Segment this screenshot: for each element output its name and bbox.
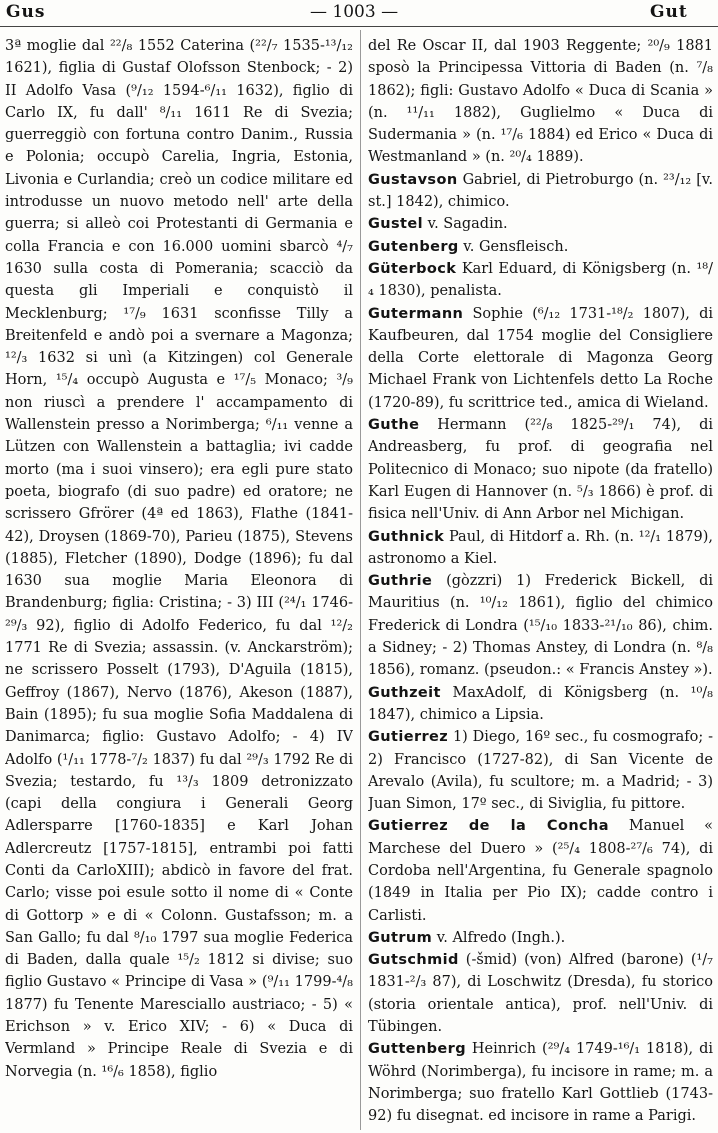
entry-text: v. Alfredo (Ingh.). bbox=[432, 929, 566, 946]
entry-guterbock bbox=[368, 258, 713, 303]
entry-text: Paul, di Hitdorf a. Rh. (n. ¹²/₁ 1879), astronomo a Kiel. bbox=[368, 528, 713, 567]
headword: Güterbock bbox=[368, 260, 457, 277]
entry-text: (gòzzri) 1) Frederick Bickell, di Mauritius (n. ¹⁰/₁₂ 1861), figlio del chimico Frederick di Londra (¹⁵/₁₀ 1833-²¹/₁₀ 86), chim. a Sidney; - 2) Thomas Anstey, di Londra (n. ⁸/₈ 1856), romanz. (pseudon.: « Francis Anstey »). bbox=[368, 573, 713, 679]
entry-continuation-gustavo-v: del Re Oscar II, dal 1903 Reggente; ²⁰/₉ 1881 sposò la Principessa Vittoria di Baden (n. ⁷/₈ 1862); figli: Gustavo Adolfo « Duca di Scania » (n. ¹¹/₁₁ 1882), Guglielmo « Duca di Sudermania » (n. ¹⁷/₆ 1884) ed Erico « Duca di Westmanland » (n. ²⁰/₄ 1889). bbox=[368, 38, 713, 166]
entry-text: 1) Diego, 16º sec., fu cosmografo; - 2) Francisco (1727-82), di San Vicente de Arevalo (Avila), fu scultore; m. a Madrid; - 3) Juan Simon, 17º sec., di Siviglia, fu pittore. bbox=[368, 729, 713, 813]
entry-guttenberg bbox=[368, 1038, 713, 1127]
entry-gutschmid bbox=[368, 949, 713, 1038]
headword: Gustavson bbox=[368, 171, 458, 188]
entry-text: v. Gensfleisch. bbox=[458, 238, 569, 255]
header-left-guide-word: Gus bbox=[6, 2, 46, 22]
headword: Guttenberg bbox=[368, 1041, 466, 1058]
entry-text: Hermann (²²/₈ 1825-²⁹/₁ 74), di Andreasberg, fu prof. di geografia nel Politecnico di Monaco; suo nipote (da fratello) Karl Eugen di Hannover (n. ⁵/₃ 1866) è prof. di fisica nell'Univ. di Ann Arbor nel Michigan. bbox=[368, 417, 713, 523]
page-header bbox=[0, 0, 718, 27]
entry-text: v. Sagadin. bbox=[423, 216, 508, 233]
entry-text: MaxAdolf, di Königsberg (n. ¹⁰/₈ 1847), chimico a Lipsia. bbox=[368, 684, 713, 723]
headword: Gutierrez bbox=[368, 729, 449, 746]
entry-gustavson bbox=[368, 169, 713, 214]
entry-text: Karl Eduard, di Königsberg (n. ¹⁸/₄ 1830), penalista. bbox=[368, 260, 713, 300]
entry-guthrie bbox=[368, 570, 713, 681]
entry-text: Manuel « Marchese del Duero » (²⁵/₄ 1808-²⁷/₆ 74), di Cordoba nell'Argentina, fu Generale spagnolo (1849 in Italia per Pio IX); cadde contro i Carlisti. bbox=[368, 818, 713, 924]
entry-text: (-šmid) (von) Alfred (barone) (¹/₇ 1831-²/₃ 87), di Loschwitz (Dresda), fu storico (storia orientale antica), prof. nell'Univ. di Tübingen. bbox=[368, 952, 713, 1036]
entry-text: Sophie (⁶/₁₂ 1731-¹⁸/₂ 1807), di Kaufbeuren, dal 1754 moglie del Consigliere della Corte elettorale di Magonza Georg Michael Frank von Lichtenfels detto La Roche (1720-89), fu scrittrice ted., amica di Wieland. bbox=[368, 305, 713, 411]
entry-gutenberg bbox=[368, 236, 713, 258]
headword: Gutierrez de la Concha bbox=[368, 818, 609, 835]
entry-gutermann bbox=[368, 303, 713, 414]
entry-gutierrez bbox=[368, 726, 713, 815]
headword: Guthe bbox=[368, 417, 420, 434]
headword: Gutermann bbox=[368, 305, 464, 322]
headword: Guthrie bbox=[368, 573, 433, 590]
headword: Gutschmid bbox=[368, 952, 459, 969]
entry-guthe bbox=[368, 414, 713, 525]
headword: Gustel bbox=[368, 216, 423, 233]
headword: Gutrum bbox=[368, 929, 433, 946]
headword: Guthzeit bbox=[368, 684, 441, 701]
column-divider bbox=[360, 30, 361, 1130]
entry-gustel bbox=[368, 213, 713, 235]
entry-text: Heinrich (²⁹/₄ 1749-¹⁶/₁ 1818), di Wöhrd (Norimberga), fu incisore in rame; m. a Norimberga; suo fratello Karl Gottlieb (1743-92) fu disegnat. ed incisore in rame a Parigi. bbox=[368, 1041, 713, 1125]
entry-gutrum bbox=[368, 927, 713, 949]
header-right-guide-word: Gut bbox=[650, 2, 688, 22]
entry-guthnick bbox=[368, 526, 713, 571]
left-column bbox=[5, 35, 353, 1130]
headword: Gutenberg bbox=[368, 238, 459, 255]
headword: Guthnick bbox=[368, 528, 445, 545]
entry-guthzeit bbox=[368, 682, 713, 727]
right-column bbox=[368, 35, 713, 1130]
entry-gutierrez-de-la-concha bbox=[368, 815, 713, 926]
entry-text: Gabriel, di Pietroburgo (n. ²³/₁₂ [v. st.] 1842), chimico. bbox=[368, 171, 713, 211]
page-number: — 1003 — bbox=[310, 2, 399, 22]
entry-continuation-gustavo: 3ª moglie dal ²²/₈ 1552 Caterina (²²/₇ 1535-¹³/₁₂ 1621), figlia di Gustaf Olofsson Stenbock; - 2) II Adolfo Vasa (⁹/₁₂ 1594-⁶/₁₁ 1632), figlio di Carlo IX, fu dall' ⁸/₁₁ 1611 Re di Svezia; guerreggiò con fortuna contro Danim., Russia e Polonia; occupò Carelia, Ingria, Estonia, Livonia e Curlandia; creò un codice militare ed introdusse un nuovo metodo nell' arte della guerra; si alleò coi Protestanti di Germania e colla Francia e con 16.000 uomini sbarcò ⁴/₇ 1630 sulla costa di Pomerania; scacciò da questa gli Imperiali e conquistò il Mecklenburg; ¹⁷/₉ 1631 sconfisse Tilly a Breitenfeld e andò poi a svernare a Magonza; ¹²/₃ 1632 si unì (a Kitzingen) col Generale Horn, ¹⁵/₄ occupò Augusta e ¹⁷/₅ Monaco; ³/₉ non riuscì a prendere l' accampamento di Wallenstein presso a Norimberga; ⁶/₁₁ venne a Lützen con Wallenstein a battaglia; ivi cadde morto (ma i suoi vinsero); era egli pure stato poeta, biografo (di suo padre) ed oratore; ne scrissero Gfrörer (4ª ed 1863), Flathe (1841-42), Droysen (1869-70), Parieu (1875), Stevens (1885), Fletcher (1890), Dodge (1896); fu dal 1630 sua moglie Maria Eleonora di Brandenburg; figlia: Cristina; - 3) III (²⁴/₁ 1746-²⁹/₃ 92), figlio di Adolfo Federico, fu dal ¹²/₂ 1771 Re di Svezia; assassin. (v. Anckarström); ne scrissero Posselt (1793), D'Aguila (1815), Geffroy (1867), Nervo (1876), Akeson (1887), Bain (1895); fu sua moglie Sofia Maddalena di Danimarca; figlio: Gustavo Adolfo; - 4) IV Adolfo (¹/₁₁ 1778-⁷/₂ 1837) fu dal ²⁹/₃ 1792 Re di Svezia; testardo, fu ¹³/₃ 1809 detronizzato (capi della congiura i Generali Georg Adlersparre [1760-1835] e Karl Johan Adlercreutz [1757-1815], entrambi poi fatti Conti da CarloXIII); abdicò in favore del frat. Carlo; visse poi esule sotto il nome di « Conte di Gottorp » e di « Colonn. Gustafsson; m. a San Gallo; fu dal ⁸/₁₀ 1797 sua moglie Federica di Baden, dalla quale ¹⁵/₂ 1812 si divise; suo figlio Gustavo « Principe di Vasa » (⁹/₁₁ 1799-⁴/₈ 1877) fu Tenente Maresciallo austriaco; - 5) « Erichson » v. Erico XIV; - 6) « Duca di Vermland » Principe Reale di Svezia e di Norvegia (n. ¹⁶/₆ 1858), figlio bbox=[5, 38, 353, 1080]
